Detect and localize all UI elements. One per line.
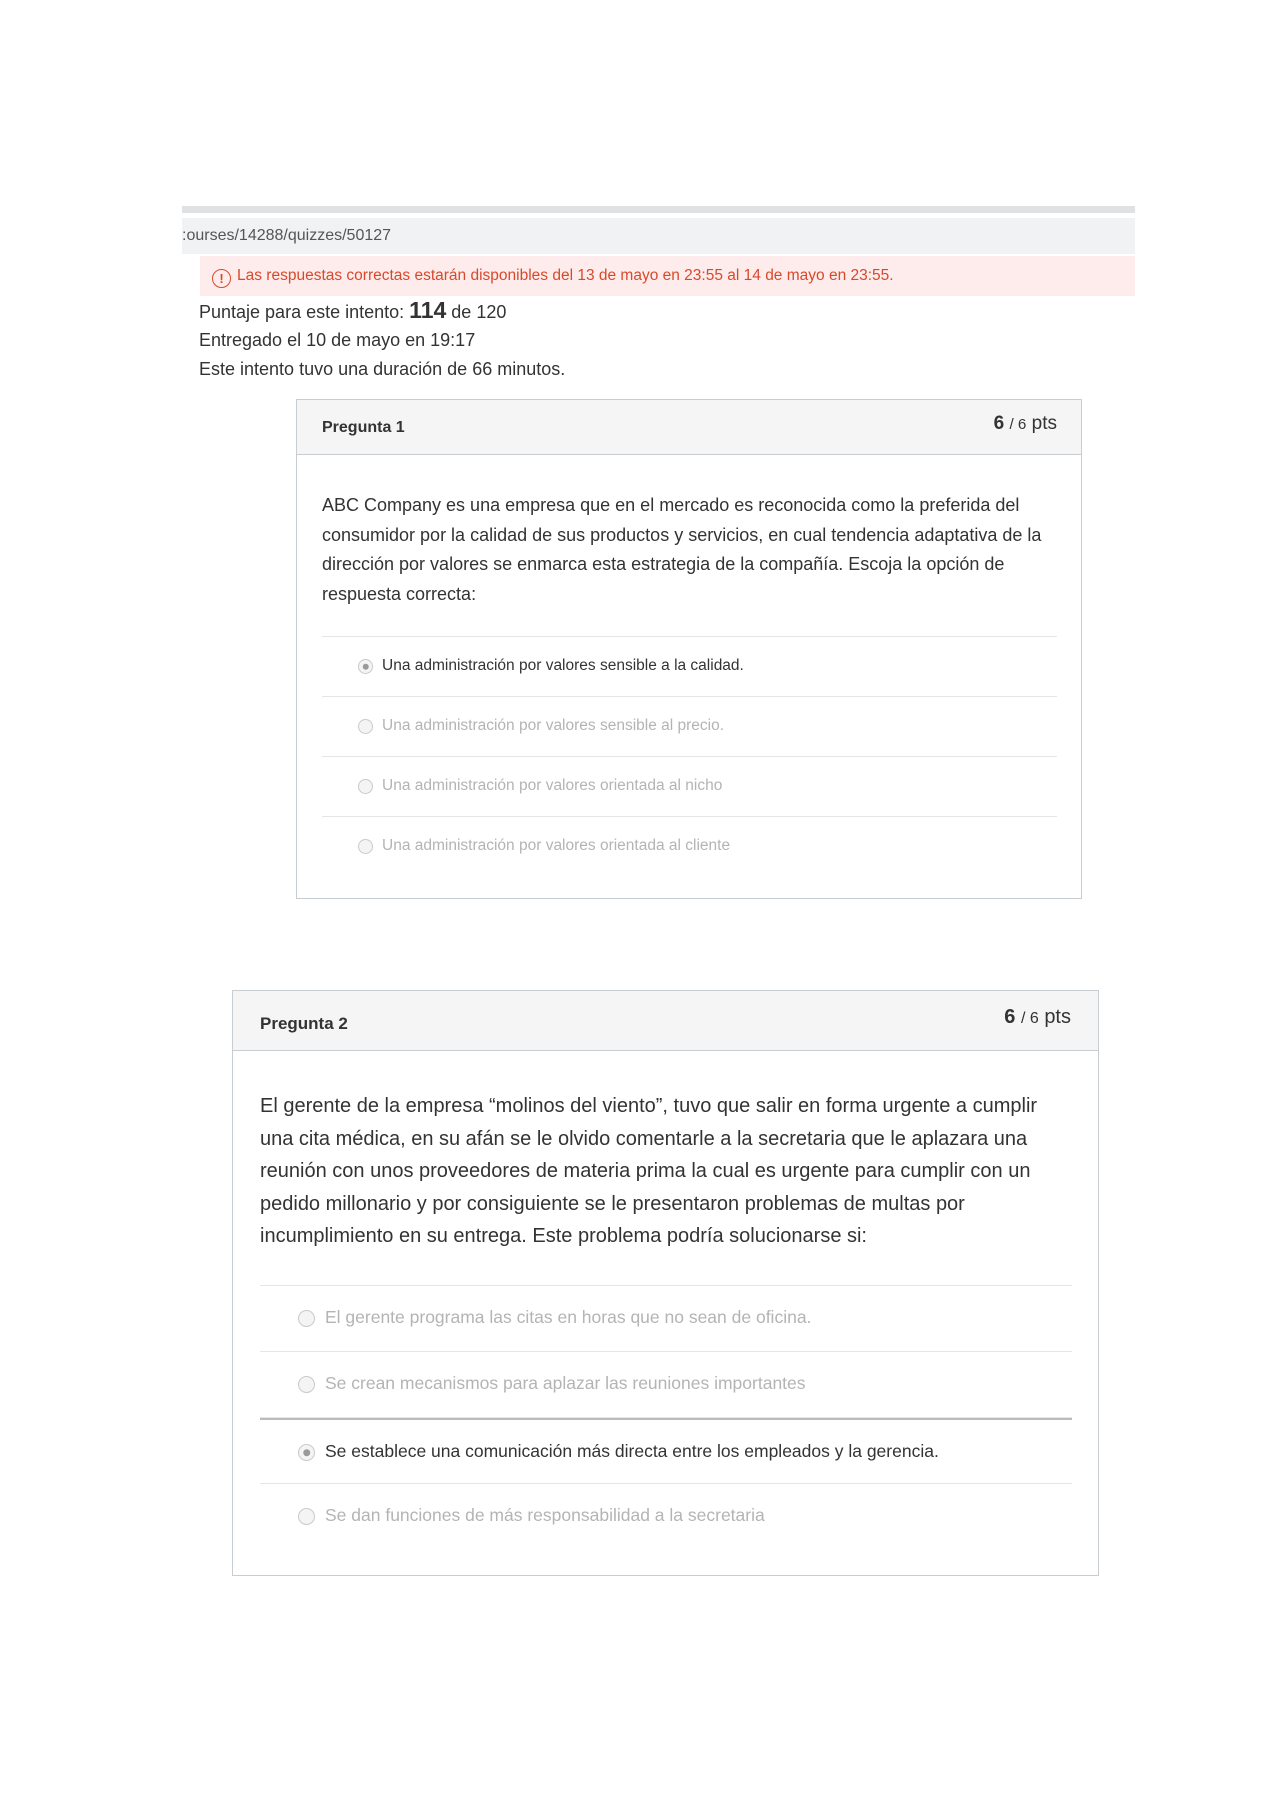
radio-unselected-icon[interactable]	[298, 1508, 315, 1525]
submitted-line: Entregado el 10 de mayo en 19:17	[199, 329, 476, 350]
attempt-summary	[199, 296, 565, 385]
answer-option[interactable]	[322, 637, 1057, 697]
alert-text: Las respuestas correctas estarán disponibles del 13 de mayo en 23:55 al 14 de mayo en 23:55.	[237, 267, 894, 284]
radio-unselected-icon[interactable]	[358, 719, 373, 734]
points-total: / 6	[1020, 1010, 1039, 1027]
radio-unselected-icon[interactable]	[358, 779, 373, 794]
answer-option[interactable]	[322, 817, 1057, 877]
radio-unselected-icon[interactable]	[298, 1376, 315, 1393]
radio-unselected-icon[interactable]	[298, 1310, 315, 1327]
points-total: / 6	[1009, 416, 1027, 433]
answer-label: Una administración por valores orientada al nicho	[382, 777, 723, 794]
points-earned: 6	[993, 413, 1005, 434]
radio-unselected-icon[interactable]	[358, 839, 373, 854]
question-card-1	[296, 399, 1082, 899]
answer-label: Se dan funciones de más responsabilidad a la secretaria	[325, 1505, 765, 1525]
points-unit: pts	[1031, 413, 1057, 434]
answer-label: Se establece una comunicación más directa entre los empleados y la gerencia.	[325, 1441, 939, 1461]
points-unit: pts	[1044, 1006, 1071, 1028]
answer-label: Se crean mecanismos para aplazar las reuniones importantes	[325, 1373, 806, 1393]
question-title: Pregunta 1	[322, 419, 405, 436]
radio-selected-icon[interactable]	[298, 1444, 315, 1461]
question-header	[297, 400, 1081, 455]
browser-top-border	[182, 206, 1135, 213]
answer-list	[260, 1285, 1072, 1550]
url-text: :ourses/14288/quizzes/50127	[182, 227, 392, 244]
exclamation-circle-icon: !	[212, 269, 231, 288]
address-bar[interactable]	[182, 218, 1135, 254]
question-points	[1004, 1006, 1071, 1029]
answer-option[interactable]	[322, 697, 1057, 757]
answer-list	[322, 636, 1057, 877]
answer-option[interactable]	[260, 1352, 1072, 1418]
answer-option[interactable]	[260, 1484, 1072, 1550]
answer-option[interactable]	[260, 1286, 1072, 1352]
score-line	[199, 296, 565, 326]
answer-option[interactable]	[260, 1418, 1072, 1484]
score-label: Puntaje para este intento:	[199, 302, 405, 322]
question-title: Pregunta 2	[260, 1014, 348, 1033]
duration-line: Este intento tuvo una duración de 66 minutos.	[199, 359, 566, 379]
score-suffix: de 120	[451, 302, 507, 322]
question-text: ABC Company es una empresa que en el mercado es reconocida como la preferida del consumidor por la calidad de sus productos y servicios, en cual tendencia adaptativa de la dirección por valores se enmarca esta estrategia de la compañía. Escoja la opción de respuesta correcta:	[322, 495, 1042, 604]
points-earned: 6	[1004, 1006, 1016, 1028]
score-value: 114	[409, 297, 447, 323]
question-header	[233, 991, 1098, 1051]
answer-label: Una administración por valores sensible a la calidad.	[382, 657, 744, 674]
answer-option[interactable]	[322, 757, 1057, 817]
question-text: El gerente de la empresa “molinos del viento”, tuvo que salir en forma urgente a cumplir una cita médica, en su afán se le olvido comentarle a la secretaria que le aplazara una reunión con unos proveedores de materia prima la cual es urgente para cumplir con un pedido millonario y por consiguiente se le presentaron problemas de multas por incumplimiento en su entrega. Este problema podría solucionarse si:	[260, 1095, 1038, 1247]
question-card-2	[232, 990, 1099, 1576]
answer-label: Una administración por valores sensible al precio.	[382, 717, 725, 734]
radio-selected-icon[interactable]	[358, 659, 373, 674]
answer-label: El gerente programa las citas en horas que no sean de oficina.	[325, 1307, 812, 1327]
answer-label: Una administración por valores orientada al cliente	[382, 837, 731, 854]
question-points	[994, 413, 1057, 435]
answers-availability-alert	[200, 256, 1135, 296]
